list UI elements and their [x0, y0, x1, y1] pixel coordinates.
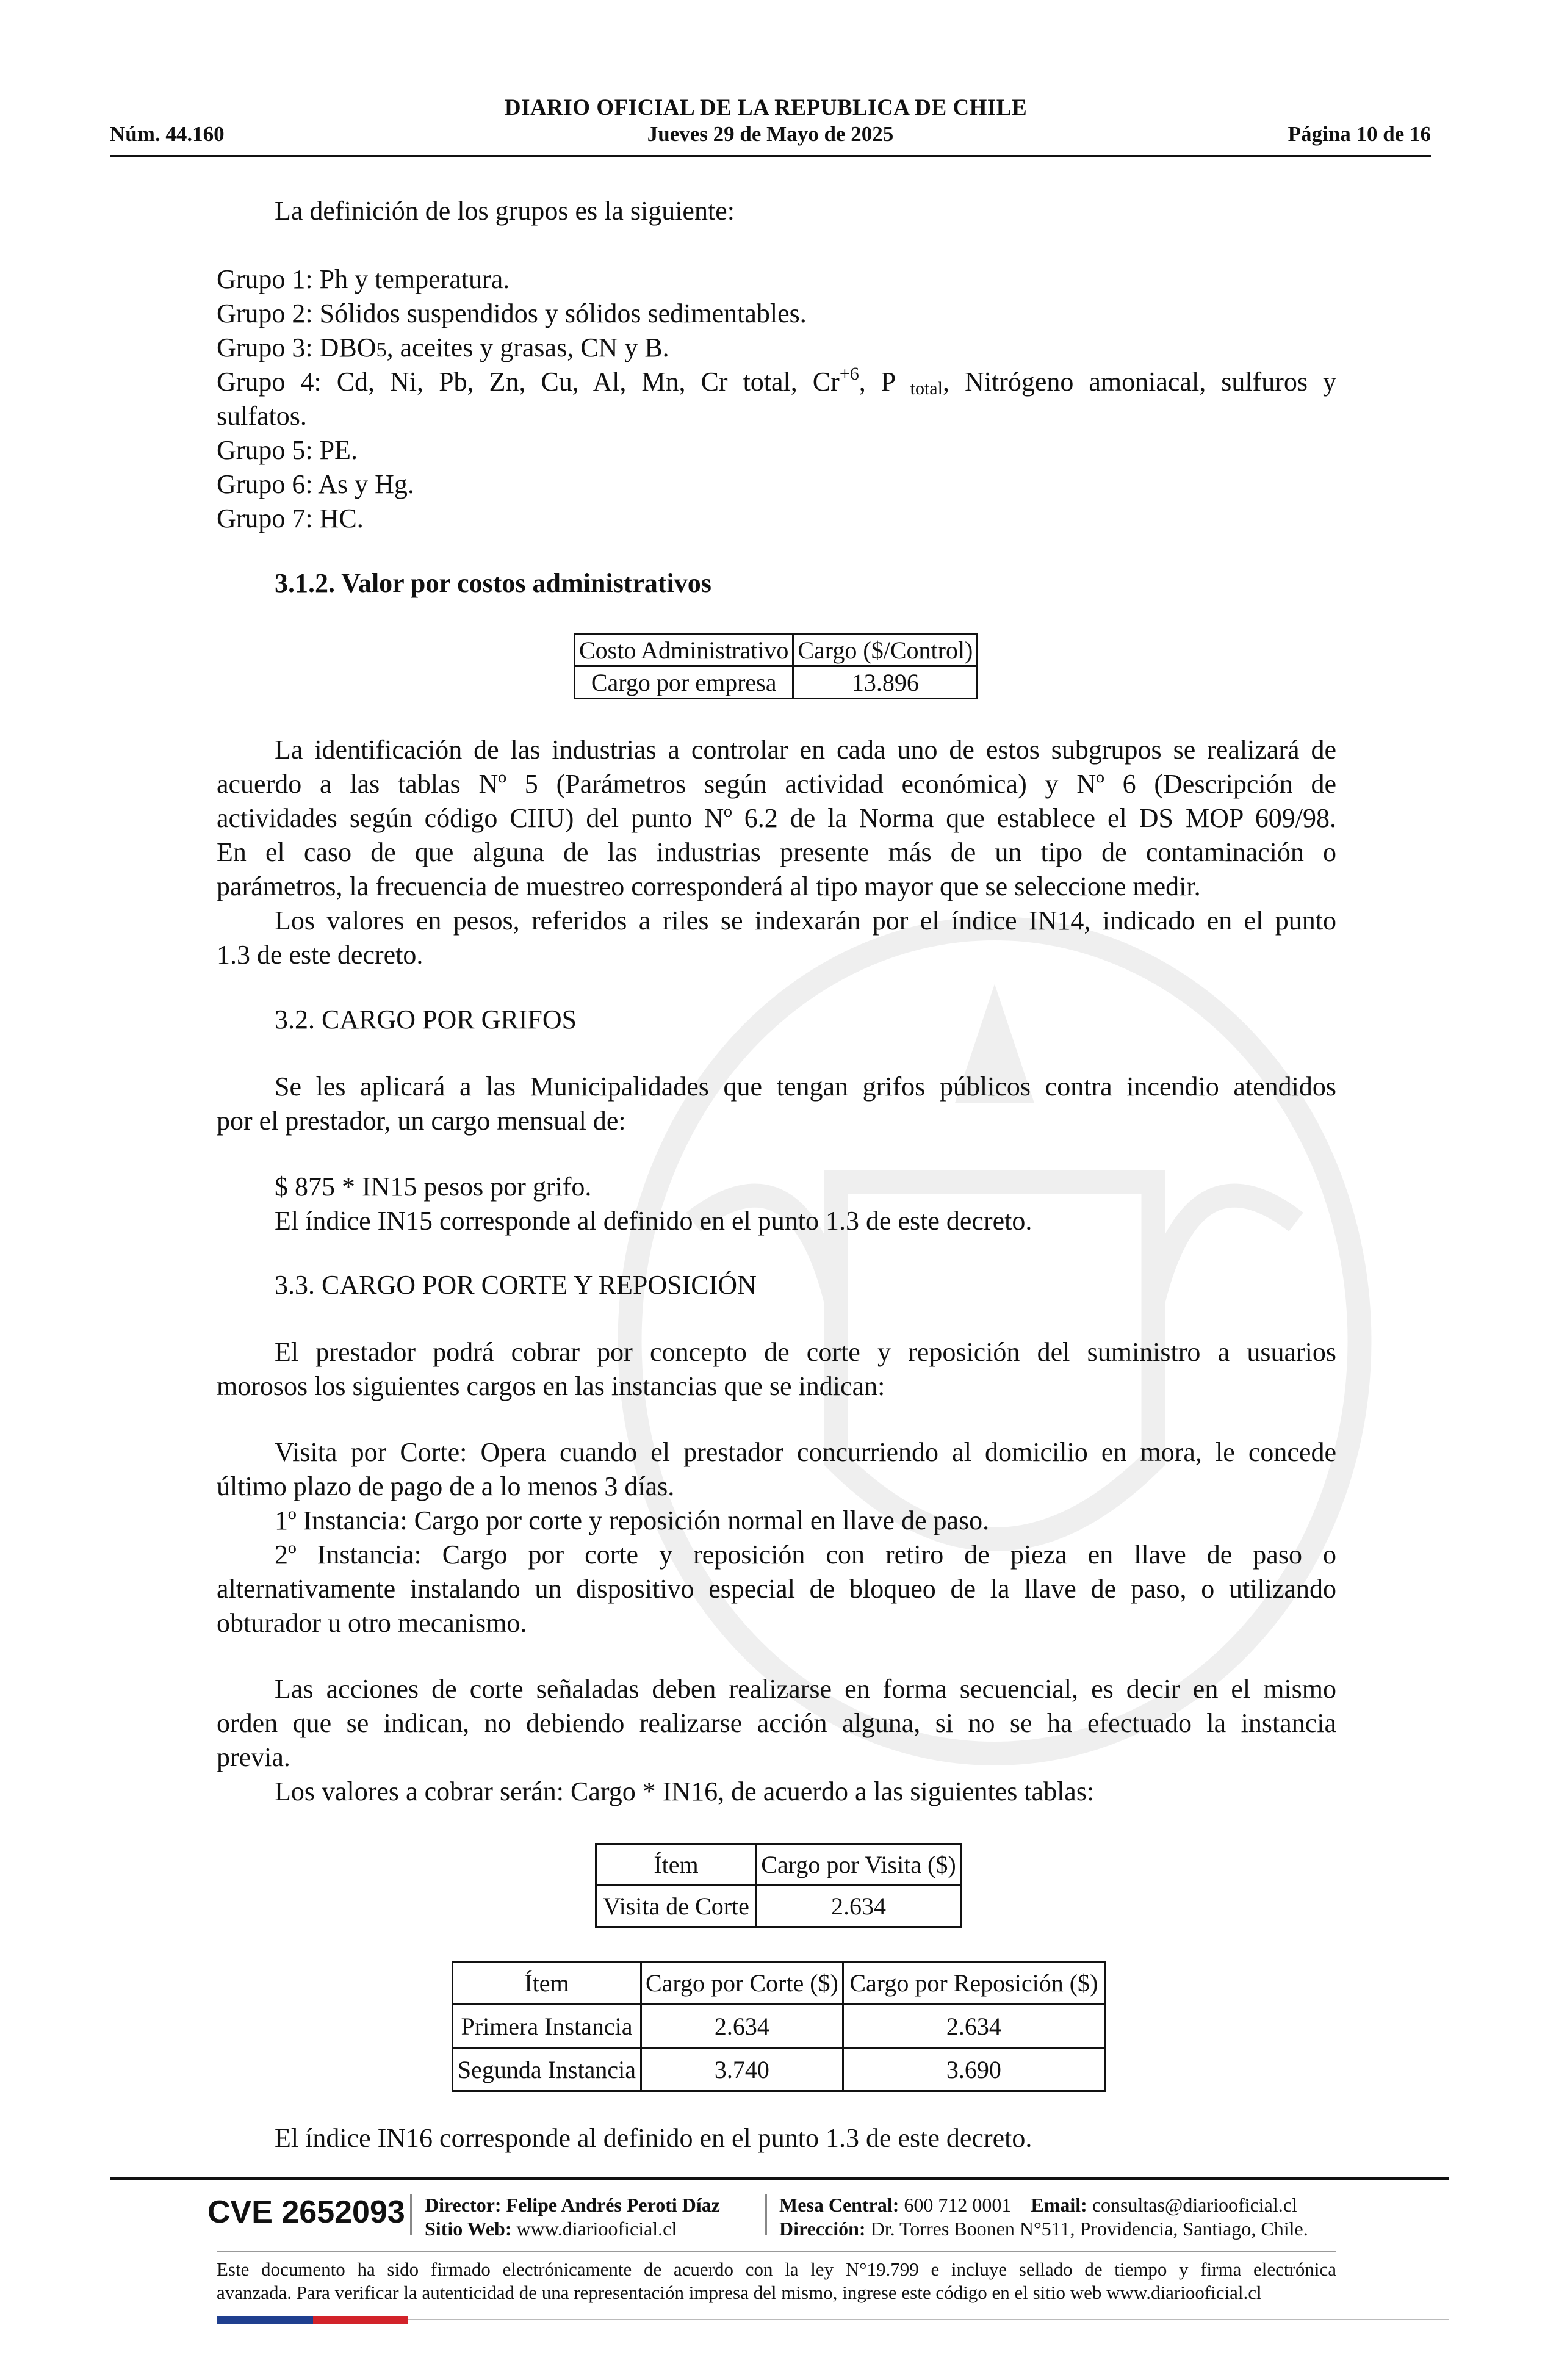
- group-4-part-a: Grupo 4: Cd, Ni, Pb, Zn, Cu, Al, Mn, Cr total, Cr: [217, 367, 840, 397]
- para-identificacion-line: acuerdo a las tablas Nº 5 (Parámetros según actividad económica) y Nº 6 (Descripción de: [217, 769, 1336, 799]
- acciones-line: previa.: [217, 1742, 290, 1772]
- footer-address: [779, 2218, 1308, 2240]
- valores-line: Los valores a cobrar serán: Cargo * IN16, de acuerdo a las siguientes tablas:: [275, 1776, 1095, 1806]
- table-header-cell: Cargo por Corte ($): [641, 1962, 843, 2005]
- director-name: Felipe Andrés Peroti Díaz: [506, 2194, 720, 2216]
- footer-separator: [765, 2194, 767, 2235]
- section-33-intro-line: morosos los siguientes cargos en las instancias que se indican:: [217, 1371, 885, 1401]
- visita-line: último plazo de pago de a lo menos 3 días.: [217, 1471, 675, 1501]
- table-cell: Primera Instancia: [453, 2005, 641, 2048]
- group-4: [217, 365, 1336, 399]
- section-33-heading: 3.3. CARGO POR CORTE Y REPOSICIÓN: [275, 1270, 757, 1300]
- footer-separator: [410, 2194, 412, 2235]
- table-cell: Segunda Instancia: [453, 2048, 641, 2091]
- group-4-superscript: +6: [839, 364, 859, 384]
- admin-cost-table: [574, 633, 978, 699]
- table-header-cell: Ítem: [596, 1844, 757, 1886]
- group-2: Grupo 2: Sólidos suspendidos y sólidos sedimentables.: [217, 298, 807, 328]
- instancia-2-line: 2º Instancia: Cargo por corte y reposición con retiro de pieza en llave de paso o: [275, 1540, 1336, 1570]
- website-label: Sitio Web:: [425, 2218, 512, 2240]
- groups-intro: La definición de los grupos es la siguiente:: [275, 196, 735, 226]
- footer-bottom-rule: [408, 2319, 1449, 2320]
- page-number: Página 10 de 16: [1288, 122, 1431, 146]
- footer-legal-note: Este documento ha sido firmado electrónicamente de acuerdo con la ley N°19.799 e incluye sellado de tiempo y firma electrónica: [217, 2259, 1336, 2280]
- group-7: Grupo 7: HC.: [217, 503, 364, 533]
- issue-date: Jueves 29 de Mayo de 2025: [647, 122, 894, 146]
- group-4-part-b: , P: [859, 367, 895, 397]
- table-row: [575, 666, 978, 699]
- group-5: Grupo 5: PE.: [217, 435, 358, 465]
- table-cell: 2.634: [641, 2005, 843, 2048]
- email-label: Email:: [1031, 2194, 1087, 2216]
- table-header-cell: Costo Administrativo: [575, 634, 793, 666]
- footer-divider: [110, 2177, 1449, 2180]
- group-3: [217, 331, 669, 367]
- table-cell: 13.896: [793, 666, 978, 699]
- para-identificacion-line: actividades según código CIIU) del punto Nº 6.2 de la Norma que establece el DS MOP 609/98.: [217, 803, 1336, 833]
- group-3-prefix: Grupo 3: DBO: [217, 333, 376, 362]
- group-4-part-c: , Nitrógeno amoniacal, sulfuros y: [942, 367, 1337, 397]
- footer-contact: [779, 2194, 1297, 2216]
- visita-line: Visita por Corte: Opera cuando el prestador concurriendo al domicilio en mora, le concede: [275, 1437, 1336, 1467]
- address-label: Dirección:: [779, 2218, 866, 2240]
- table-header-row: [596, 1844, 961, 1886]
- instancia-2-line: alternativamente instalando un dispositivo especial de bloqueo de la llave de paso, o utilizando: [217, 1574, 1336, 1604]
- acciones-line: Las acciones de corte señaladas deben realizarse en forma secuencial, es decir en el mismo: [275, 1674, 1336, 1704]
- table-cell: 2.634: [843, 2005, 1104, 2048]
- table-cell: 3.740: [641, 2048, 843, 2091]
- para-identificacion-line: parámetros, la frecuencia de muestreo corresponderá al tipo mayor que se seleccione medir.: [217, 871, 1201, 901]
- table-cell: Cargo por empresa: [575, 666, 793, 699]
- table-row: [453, 2005, 1105, 2048]
- flag-stripe-red: [313, 2316, 408, 2324]
- table-cell: 3.690: [843, 2048, 1104, 2091]
- table-cell: 2.634: [757, 1886, 961, 1927]
- group-6: Grupo 6: As y Hg.: [217, 469, 414, 499]
- footer-inner-divider: [217, 2251, 1336, 2252]
- para-valores-line: 1.3 de este decreto.: [217, 940, 423, 970]
- para-identificacion-line: La identificación de las industrias a controlar en cada uno de estos subgrupos se realizará de: [275, 735, 1336, 765]
- newspaper-title: DIARIO OFICIAL DE LA REPUBLICA DE CHILE: [504, 95, 1028, 120]
- email-link[interactable]: consultas@diariooficial.cl: [1092, 2194, 1297, 2216]
- director-label: Director:: [425, 2194, 502, 2216]
- header-divider: [110, 155, 1431, 157]
- table-header-cell: Cargo por Reposición ($): [843, 1962, 1104, 2005]
- in16-note: El índice IN16 corresponde al definido en el punto 1.3 de este decreto.: [275, 2123, 1032, 2153]
- group-4-continuation: sulfatos.: [217, 401, 307, 431]
- table-header-cell: Cargo por Visita ($): [757, 1844, 961, 1886]
- table-header-cell: Ítem: [453, 1962, 641, 2005]
- para-identificacion-line: En el caso de que alguna de las industrias presente más de un tipo de contaminación o: [217, 837, 1336, 867]
- para-valores-line: Los valores en pesos, referidos a riles se indexarán por el índice IN14, indicado en el punto: [275, 906, 1336, 936]
- footer-website: [425, 2218, 677, 2240]
- website-link[interactable]: www.diariooficial.cl: [516, 2218, 677, 2240]
- address-text: Dr. Torres Boonen N°511, Providencia, Santiago, Chile.: [870, 2218, 1308, 2240]
- instancia-1: 1º Instancia: Cargo por corte y reposición normal en llave de paso.: [275, 1506, 990, 1535]
- group-1: Grupo 1: Ph y temperatura.: [217, 264, 510, 294]
- group-3-subscript: 5: [376, 339, 387, 361]
- visita-table: [595, 1843, 962, 1928]
- issue-number: Núm. 44.160: [110, 122, 225, 146]
- group-3-suffix: , aceites y grasas, CN y B.: [386, 333, 669, 362]
- header-row: [110, 122, 1431, 150]
- flag-stripe-blue: [217, 2316, 313, 2324]
- table-header-cell: Cargo ($/Control): [793, 634, 978, 666]
- table-header-row: [453, 1962, 1105, 2005]
- cve-code: CVE 2652093: [207, 2194, 405, 2230]
- group-4-subscript: total: [910, 378, 943, 398]
- footer-director: [425, 2194, 720, 2216]
- in15-note: El índice IN15 corresponde al definido en el punto 1.3 de este decreto.: [275, 1206, 1032, 1236]
- section-32-heading: 3.2. CARGO POR GRIFOS: [275, 1004, 577, 1034]
- section-32-line: por el prestador, un cargo mensual de:: [217, 1106, 626, 1136]
- footer-legal-note: avanzada. Para verificar la autenticidad de una representación impresa del mismo, ingrese este código en el sitio web www.diariooficial.cl: [217, 2282, 1262, 2303]
- acciones-line: orden que se indican, no debiendo realizarse acción alguna, si no se ha efectuado la instancia: [217, 1708, 1336, 1738]
- instancia-2-line: obturador u otro mecanismo.: [217, 1608, 527, 1638]
- section-33-intro-line: El prestador podrá cobrar por concepto de corte y reposición del suministro a usuarios: [275, 1337, 1336, 1367]
- table-row: [453, 2048, 1105, 2091]
- corte-reposicion-table: [452, 1961, 1106, 2092]
- section-312-heading: 3.1.2. Valor por costos administrativos: [275, 568, 711, 598]
- phone-label: Mesa Central:: [779, 2194, 899, 2216]
- table-header-row: [575, 634, 978, 666]
- table-row: [596, 1886, 961, 1927]
- section-32-line: Se les aplicará a las Municipalidades que tengan grifos públicos contra incendio atendidos: [275, 1072, 1336, 1102]
- phone-number: 600 712 0001: [904, 2194, 1012, 2216]
- table-cell: Visita de Corte: [596, 1886, 757, 1927]
- grifo-formula: $ 875 * IN15 pesos por grifo.: [275, 1172, 592, 1202]
